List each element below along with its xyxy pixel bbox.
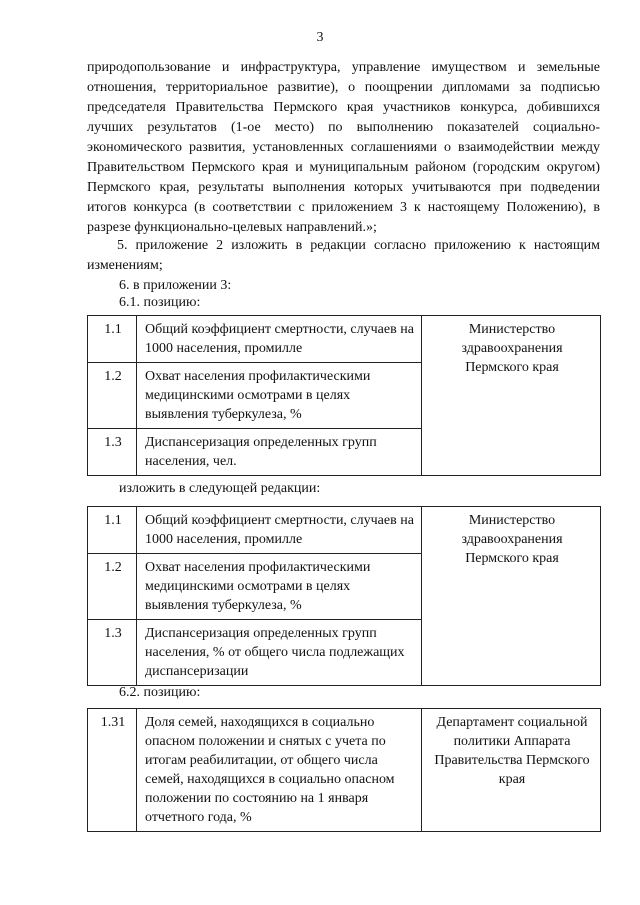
indicator-name: Общий коэффициент смертности, случаев на 1000 населения, промилле [137, 507, 422, 554]
row-number: 1.31 [88, 709, 137, 832]
row-number: 1.2 [88, 554, 137, 620]
table-new-health [87, 506, 601, 686]
indicator-name: Доля семей, находящихся в социально опасном положении и снятых с учета по итогам реабилитации, от общего числа семей, находящихся в социально опасном положении по состоянию на 1 января отчетного года, % [137, 709, 422, 832]
row-number: 1.3 [88, 620, 137, 686]
responsible-org: Министерство здравоохранения Пермского края [422, 316, 601, 476]
row-number: 1.1 [88, 507, 137, 554]
responsible-org: Министерство здравоохранения Пермского края [422, 507, 601, 686]
indicator-name: Охват населения профилактическими медицинскими осмотрами в целях выявления туберкулеза, % [137, 363, 422, 429]
table-row [88, 316, 601, 363]
table-social-policy [87, 708, 601, 832]
intro-paragraph: природопользование и инфраструктура, управление имуществом и земельные отношения, территориальное развитие), о поощрении дипломами за подписью председателя Правительства Пермского края участников конкурса, добившихся лучших результатов (1-ое место) по выполнению показателей социально-экономического развития, установленных соглашениями о взаимодействии между Правительством Пермского края и муниципальным районом (городским округом) Пермского края, результаты выполнения которых учитываются при подведении итогов конкурса (в соответствии с приложением 3 к настоящему Положению), в разрезе функционально-целевых направлений.»; [87, 60, 600, 235]
table-original-health [87, 315, 601, 476]
row-number: 1.3 [88, 429, 137, 476]
item-5-paragraph: 5. приложение 2 изложить в редакции согласно приложению к настоящим изменениям; [87, 238, 600, 273]
item-6-2-heading: 6.2. позицию: [119, 685, 201, 700]
page-number: 3 [316, 30, 324, 45]
indicator-name: Охват населения профилактическими медицинскими осмотрами в целях выявления туберкулеза, % [137, 554, 422, 620]
item-6-1-heading: 6.1. позицию: [119, 295, 201, 310]
item-6-heading: 6. в приложении 3: [119, 278, 232, 293]
responsible-org: Департамент социальной политики Аппарата Правительства Пермского края [422, 709, 601, 832]
table-row [88, 507, 601, 554]
indicator-name: Общий коэффициент смертности, случаев на 1000 населения, промилле [137, 316, 422, 363]
indicator-name: Диспансеризация определенных групп населения, % от общего числа подлежащих диспансеризации [137, 620, 422, 686]
row-number: 1.2 [88, 363, 137, 429]
row-number: 1.1 [88, 316, 137, 363]
restate-heading: изложить в следующей редакции: [119, 481, 321, 496]
table-row [88, 709, 601, 832]
indicator-name: Диспансеризация определенных групп населения, чел. [137, 429, 422, 476]
